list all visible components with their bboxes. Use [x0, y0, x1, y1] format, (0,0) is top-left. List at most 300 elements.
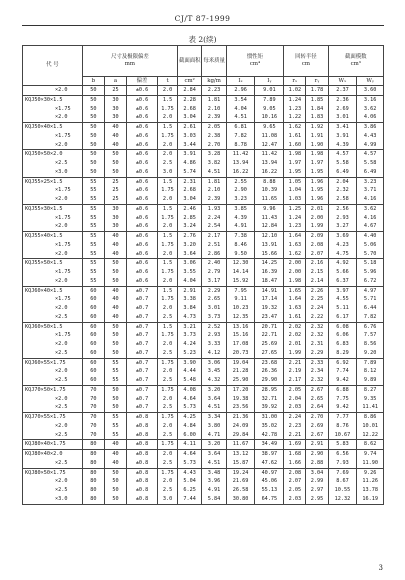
- cell-suffix: ×1.75: [55, 132, 71, 139]
- cell-code: [23, 358, 83, 367]
- cell-mass: 2.39: [202, 195, 226, 204]
- cell-b: 55: [82, 268, 104, 277]
- cell-wx: 4.23: [328, 241, 357, 250]
- cell-iy: 27.65: [255, 349, 284, 358]
- cell-ry: 1.78: [306, 86, 328, 96]
- cell-a: 40: [104, 250, 126, 259]
- cell-ry: 1.98: [306, 150, 328, 159]
- cell-a: 55: [104, 358, 126, 367]
- cell-ry: 1.99: [306, 222, 328, 231]
- cell-dev: ±0.8: [127, 468, 158, 477]
- cell-code: [23, 295, 83, 304]
- cell-mass: 2.10: [202, 105, 226, 114]
- cell-wy: 4.40: [357, 232, 384, 241]
- cell-suffix: ×2.0: [50, 451, 63, 457]
- cell-wx: 2.56: [328, 204, 357, 213]
- cell-a: 40: [104, 286, 126, 295]
- table-row: [23, 358, 384, 367]
- cell-ry: 2.09: [306, 232, 328, 241]
- cell-area: 2.76: [177, 232, 201, 241]
- cell-ix: 7.95: [226, 286, 255, 295]
- cell-wy: 5.96: [357, 268, 384, 277]
- cell-b: 70: [82, 422, 104, 431]
- cell-series: KQJ70×50: [25, 386, 50, 393]
- cell-rx: 1.24: [284, 95, 306, 104]
- cell-suffix: ×1.5: [50, 260, 63, 267]
- cell-code: [23, 177, 83, 186]
- cell-mass: 2.79: [202, 268, 226, 277]
- cell-code: [23, 495, 83, 504]
- cell-wy: 4.06: [357, 113, 384, 122]
- cell-wx: 3.27: [328, 222, 357, 231]
- cell-t: 2.0: [158, 304, 178, 313]
- table-row: [23, 277, 384, 286]
- table-row: [23, 105, 384, 114]
- cell-wx: 5.66: [328, 268, 357, 277]
- cell-rx: 1.62: [284, 123, 306, 132]
- cell-b: 70: [82, 385, 104, 394]
- cell-ix: 4.51: [226, 113, 255, 122]
- cell-b: 70: [82, 403, 104, 412]
- cell-mass: 2.29: [202, 286, 226, 295]
- cell-suffix: ×1.5: [50, 287, 63, 294]
- cell-wy: 4.97: [357, 286, 384, 295]
- cell-ry: 2.32: [306, 331, 328, 340]
- cell-wx: 2.36: [328, 95, 357, 104]
- cell-b: 50: [82, 132, 104, 141]
- cell-wy: 4.57: [357, 150, 384, 159]
- cell-wx: 6.83: [328, 340, 357, 349]
- cell-a: 40: [104, 440, 126, 450]
- cell-t: 1.75: [158, 385, 178, 394]
- cell-t: 2.0: [158, 422, 178, 431]
- cell-code: [23, 313, 83, 322]
- table-row: [23, 141, 384, 150]
- cell-code: [23, 422, 83, 431]
- col-header-dims: 尺寸及极限偏差 mm: [82, 46, 177, 77]
- cell-iy: 20.71: [255, 322, 284, 331]
- cell-dev: ±0.8: [127, 459, 158, 468]
- cell-series: KQJ80×40: [25, 441, 50, 448]
- cell-wx: 2.58: [328, 195, 357, 204]
- cell-ix: 2.55: [226, 177, 255, 186]
- cell-suffix: ×1.5: [50, 323, 63, 330]
- cell-area: 2.68: [177, 105, 201, 114]
- cell-rx: 2.03: [284, 495, 306, 504]
- cell-iy: 64.75: [255, 495, 284, 504]
- cell-code: [23, 113, 83, 122]
- cell-iy: 9.65: [255, 123, 284, 132]
- cell-wx: 6.08: [328, 322, 357, 331]
- cell-a: 50: [104, 468, 126, 477]
- cell-dev: ±0.6: [127, 195, 158, 204]
- cell-rx: 2.05: [284, 385, 306, 394]
- cell-ry: 2.14: [306, 277, 328, 286]
- cell-t: 2.5: [158, 313, 178, 322]
- cell-area: 3.21: [177, 322, 201, 331]
- cell-mass: 3.34: [202, 413, 226, 422]
- cell-mass: 1.93: [202, 204, 226, 213]
- cell-t: 3.0: [158, 168, 178, 177]
- cell-b: 55: [82, 214, 104, 223]
- cell-a: 50: [104, 322, 126, 331]
- cell-wx: 5.83: [328, 440, 357, 450]
- cell-t: 1.5: [158, 322, 178, 331]
- cell-ix: 14.14: [226, 268, 255, 277]
- cell-series: KQJ60×55: [25, 359, 50, 366]
- cell-mass: 2.93: [202, 331, 226, 340]
- cell-a: 40: [104, 141, 126, 150]
- cell-dev: ±0.8: [127, 431, 158, 440]
- cell-series: KQJ80×40: [25, 451, 50, 457]
- cell-dev: ±0.8: [127, 440, 158, 450]
- cell-code: [23, 477, 83, 486]
- cell-a: 25: [104, 195, 126, 204]
- cell-ry: 2.31: [306, 340, 328, 349]
- cell-suffix: ×2.0: [55, 114, 68, 121]
- cell-mass: 2.51: [202, 241, 226, 250]
- col-header-inertia: 惯性矩 cm⁴: [226, 46, 284, 77]
- cell-mass: 3.33: [202, 340, 226, 349]
- cell-dev: ±0.6: [127, 168, 158, 177]
- cell-dev: ±0.6: [127, 214, 158, 223]
- cell-ry: 2.65: [306, 395, 328, 404]
- table-row: [23, 440, 384, 450]
- cell-ry: 1.83: [306, 113, 328, 122]
- cell-a: 50: [104, 268, 126, 277]
- cell-ix: 2.96: [226, 86, 255, 96]
- cell-dev: ±0.8: [127, 413, 158, 422]
- cell-a: 30: [104, 95, 126, 104]
- cell-wx: 3.97: [328, 286, 357, 295]
- cell-wx: 6.49: [328, 168, 357, 177]
- col-header-area: 截面面积: [177, 46, 201, 77]
- cell-mass: 3.01: [202, 304, 226, 313]
- cell-t: 2.0: [158, 450, 178, 459]
- cell-iy: 12.84: [255, 222, 284, 231]
- table-row: [23, 286, 384, 295]
- cell-ry: 2.69: [306, 422, 328, 431]
- cell-code: [23, 250, 83, 259]
- cell-area: 4.64: [177, 395, 201, 404]
- cell-area: 3.20: [177, 241, 201, 250]
- table-row: [23, 349, 384, 358]
- cell-code: [23, 468, 83, 477]
- cell-rx: 1.65: [284, 286, 306, 295]
- cell-rx: 1.60: [284, 141, 306, 150]
- cell-suffix: ×3.0: [55, 495, 68, 502]
- cell-b: 80: [82, 440, 104, 450]
- cell-a: 50: [104, 331, 126, 340]
- cell-area: 3.04: [177, 195, 201, 204]
- cell-series: KQJ60×40: [25, 287, 50, 294]
- cell-ix: 30.80: [226, 495, 255, 504]
- cell-iy: 18.47: [255, 277, 284, 286]
- cell-wy: 9.35: [357, 395, 384, 404]
- cell-a: 25: [104, 186, 126, 195]
- cell-code: [23, 86, 83, 96]
- cell-wy: 5.06: [357, 241, 384, 250]
- cell-a: 50: [104, 159, 126, 168]
- cell-t: 1.75: [158, 413, 178, 422]
- cell-wy: 12.22: [357, 431, 384, 440]
- cell-code: [23, 204, 83, 213]
- cell-dev: ±0.7: [127, 358, 158, 367]
- cell-rx: 2.05: [284, 486, 306, 495]
- col-header-radius: 回转半径 cm: [284, 46, 328, 77]
- cell-b: 55: [82, 177, 104, 186]
- cell-wx: 6.92: [328, 358, 357, 367]
- cell-ry: 2.08: [306, 241, 328, 250]
- cell-ry: 2.24: [306, 304, 328, 313]
- cell-wx: 4.57: [328, 150, 357, 159]
- cell-area: 4.44: [177, 367, 201, 376]
- table-row: [23, 340, 384, 349]
- cell-t: 3.0: [158, 495, 178, 504]
- cell-mass: 2.86: [202, 250, 226, 259]
- cell-a: 30: [104, 113, 126, 122]
- cell-suffix: ×2.0: [55, 277, 68, 284]
- cell-iy: 11.08: [255, 132, 284, 141]
- cell-a: 30: [104, 214, 126, 223]
- cell-rx: 2.24: [284, 413, 306, 422]
- cell-a: 40: [104, 132, 126, 141]
- cell-t: 2.5: [158, 431, 178, 440]
- cell-wy: 8.62: [357, 440, 384, 450]
- cell-wy: 3.62: [357, 204, 384, 213]
- table-row: [23, 150, 384, 159]
- cell-area: 2.84: [177, 86, 201, 96]
- cell-wx: 8.67: [328, 477, 357, 486]
- cell-rx: 1.97: [284, 159, 306, 168]
- cell-area: 3.90: [177, 358, 201, 367]
- cell-suffix: ×1.5: [50, 233, 63, 239]
- cell-mass: 3.20: [202, 440, 226, 450]
- cell-suffix: ×2.0: [55, 223, 68, 230]
- cell-b: 55: [82, 186, 104, 195]
- cell-a: 50: [104, 403, 126, 412]
- cell-rx: 1.98: [284, 150, 306, 159]
- cell-b: 60: [82, 367, 104, 376]
- table-row: [23, 222, 384, 231]
- cell-b: 60: [82, 340, 104, 349]
- cell-rx: 2.17: [284, 376, 306, 385]
- cell-wy: 5.58: [357, 159, 384, 168]
- cell-area: 2.91: [177, 286, 201, 295]
- cell-mass: 3.73: [202, 313, 226, 322]
- cell-dev: ±0.6: [127, 113, 158, 122]
- cell-rx: 2.03: [284, 403, 306, 412]
- header-rule: [22, 25, 384, 26]
- cell-ix: 12.35: [226, 313, 255, 322]
- cell-suffix: ×2.5: [55, 431, 68, 438]
- cell-iy: 22.71: [255, 331, 284, 340]
- cell-code: [23, 395, 83, 404]
- cell-wy: 11.90: [357, 459, 384, 468]
- cell-mass: 2.70: [202, 141, 226, 150]
- cell-suffix: ×2.5: [55, 487, 68, 493]
- cell-ry: 1.92: [306, 123, 328, 132]
- cell-b: 50: [82, 141, 104, 150]
- cell-b: 80: [82, 459, 104, 468]
- cell-dev: ±0.6: [127, 222, 158, 231]
- cell-wy: 9.20: [357, 349, 384, 358]
- cell-iy: 10.16: [255, 113, 284, 122]
- cell-rx: 1.66: [284, 459, 306, 468]
- cell-series: KQJ50×50: [25, 151, 50, 158]
- cell-ry: 2.29: [306, 349, 328, 358]
- table-row: [23, 431, 384, 440]
- cell-ry: 2.22: [306, 313, 328, 322]
- cell-rx: 2.08: [284, 468, 306, 477]
- cell-mass: 3.45: [202, 367, 226, 376]
- cell-t: 1.75: [158, 132, 178, 141]
- cell-wy: 3.86: [357, 123, 384, 132]
- table-row: [23, 113, 384, 122]
- col-dev: 偏差: [127, 77, 158, 86]
- cell-wx: 4.55: [328, 295, 357, 304]
- cell-wy: 8.12: [357, 367, 384, 376]
- table-row: [23, 159, 384, 168]
- cell-t: 2.5: [158, 376, 178, 385]
- cell-b: 50: [82, 95, 104, 104]
- cell-b: 60: [82, 286, 104, 295]
- cell-suffix: ×2.0: [55, 341, 68, 347]
- cell-wy: 5.18: [357, 259, 384, 268]
- cell-code: [23, 132, 83, 141]
- cell-rx: 2.02: [284, 331, 306, 340]
- cell-t: 1.5: [158, 123, 178, 132]
- cell-ix: 3.85: [226, 204, 255, 213]
- cell-b: 50: [82, 168, 104, 177]
- cell-code: [23, 459, 83, 468]
- cell-a: 50: [104, 349, 126, 358]
- cell-area: 3.06: [177, 259, 201, 268]
- cell-ry: 1.95: [306, 186, 328, 195]
- cell-a: 50: [104, 486, 126, 495]
- cell-a: 30: [104, 222, 126, 231]
- cell-wx: 8.29: [328, 349, 357, 358]
- table-row: [23, 132, 384, 141]
- cell-wy: 4.43: [357, 132, 384, 141]
- cell-iy: 39.92: [255, 403, 284, 412]
- cell-code: [23, 376, 83, 385]
- cell-wy: 13.78: [357, 486, 384, 495]
- cell-a: 40: [104, 123, 126, 132]
- cell-wx: 5.58: [328, 159, 357, 168]
- cell-ix: 12.30: [226, 259, 255, 268]
- cell-wy: 6.44: [357, 304, 384, 313]
- cell-dev: ±0.7: [127, 304, 158, 313]
- cell-ry: 2.70: [306, 413, 328, 422]
- cell-ry: 1.95: [306, 168, 328, 177]
- cell-ix: 17.20: [226, 385, 255, 394]
- cell-ix: 6.81: [226, 123, 255, 132]
- cell-area: 3.24: [177, 222, 201, 231]
- cell-t: 1.75: [158, 358, 178, 367]
- cell-ix: 29.84: [226, 431, 255, 440]
- cell-wy: 3.23: [357, 177, 384, 186]
- cell-code: [23, 168, 83, 177]
- cell-b: 80: [82, 468, 104, 477]
- cell-code: [23, 241, 83, 250]
- col-ry: rᵧ: [306, 77, 328, 86]
- cell-rx: 2.07: [284, 477, 306, 486]
- cell-wy: 8.86: [357, 413, 384, 422]
- cell-mass: 3.06: [202, 358, 226, 367]
- cell-ix: 21.28: [226, 367, 255, 376]
- cell-iy: 42.78: [255, 431, 284, 440]
- cell-suffix: ×2.0: [55, 196, 68, 202]
- cell-series: KQJ50×30: [25, 96, 50, 103]
- cell-t: 2.0: [158, 367, 178, 376]
- cell-iy: 45.06: [255, 477, 284, 486]
- table-row: [23, 422, 384, 431]
- cell-mass: 4.32: [202, 376, 226, 385]
- cell-t: 2.0: [158, 222, 178, 231]
- cell-b: 60: [82, 295, 104, 304]
- cell-rx: 1.04: [284, 186, 306, 195]
- cell-wx: 7.69: [328, 468, 357, 477]
- cell-wx: 4.39: [328, 141, 357, 150]
- cell-dev: ±0.6: [127, 259, 158, 268]
- cell-suffix: ×1.75: [55, 241, 71, 248]
- cell-mass: 4.71: [202, 431, 226, 440]
- cell-iy: 16.22: [255, 168, 284, 177]
- cell-a: 40: [104, 304, 126, 313]
- cell-dev: ±0.6: [127, 132, 158, 141]
- col-rx: rₓ: [284, 77, 306, 86]
- cell-suffix: ×2.0: [55, 422, 68, 429]
- cell-t: 1.75: [158, 186, 178, 195]
- cell-b: 80: [82, 486, 104, 495]
- table-caption: 表 2(续): [188, 35, 217, 44]
- cell-area: 3.91: [177, 150, 201, 159]
- cell-ry: 2.67: [306, 431, 328, 440]
- cell-wy: 6.76: [357, 322, 384, 331]
- cell-suffix: ×2.5: [55, 459, 68, 466]
- cell-ix: 19.04: [226, 358, 255, 367]
- cell-mass: 1.81: [202, 95, 226, 104]
- cell-mass: 2.38: [202, 132, 226, 141]
- cell-ix: 7.38: [226, 232, 255, 241]
- cell-wy: 10.01: [357, 422, 384, 431]
- cell-a: 50: [104, 395, 126, 404]
- cell-t: 2.5: [158, 159, 178, 168]
- cell-dev: ±0.8: [127, 422, 158, 431]
- cell-rx: 1.63: [284, 241, 306, 250]
- cell-b: 80: [82, 450, 104, 459]
- cell-ix: 25.90: [226, 376, 255, 385]
- cell-rx: 2.00: [284, 259, 306, 268]
- cell-iy: 23.47: [255, 313, 284, 322]
- cell-code: [23, 186, 83, 195]
- col-header-code: 代 号: [23, 46, 83, 86]
- cell-suffix: ×2.5: [55, 349, 68, 356]
- cell-wx: 7.75: [328, 395, 357, 404]
- cell-rx: 1.23: [284, 105, 306, 114]
- cell-b: 70: [82, 431, 104, 440]
- cell-code: [23, 150, 83, 159]
- cell-rx: 1.64: [284, 232, 306, 241]
- cell-t: 1.75: [158, 295, 178, 304]
- cell-code: [23, 340, 83, 349]
- cell-mass: 3.28: [202, 150, 226, 159]
- cell-ry: 2.90: [306, 450, 328, 459]
- table-row: [23, 304, 384, 313]
- col-wy: Wᵧ: [357, 77, 384, 86]
- cell-ry: 1.84: [306, 105, 328, 114]
